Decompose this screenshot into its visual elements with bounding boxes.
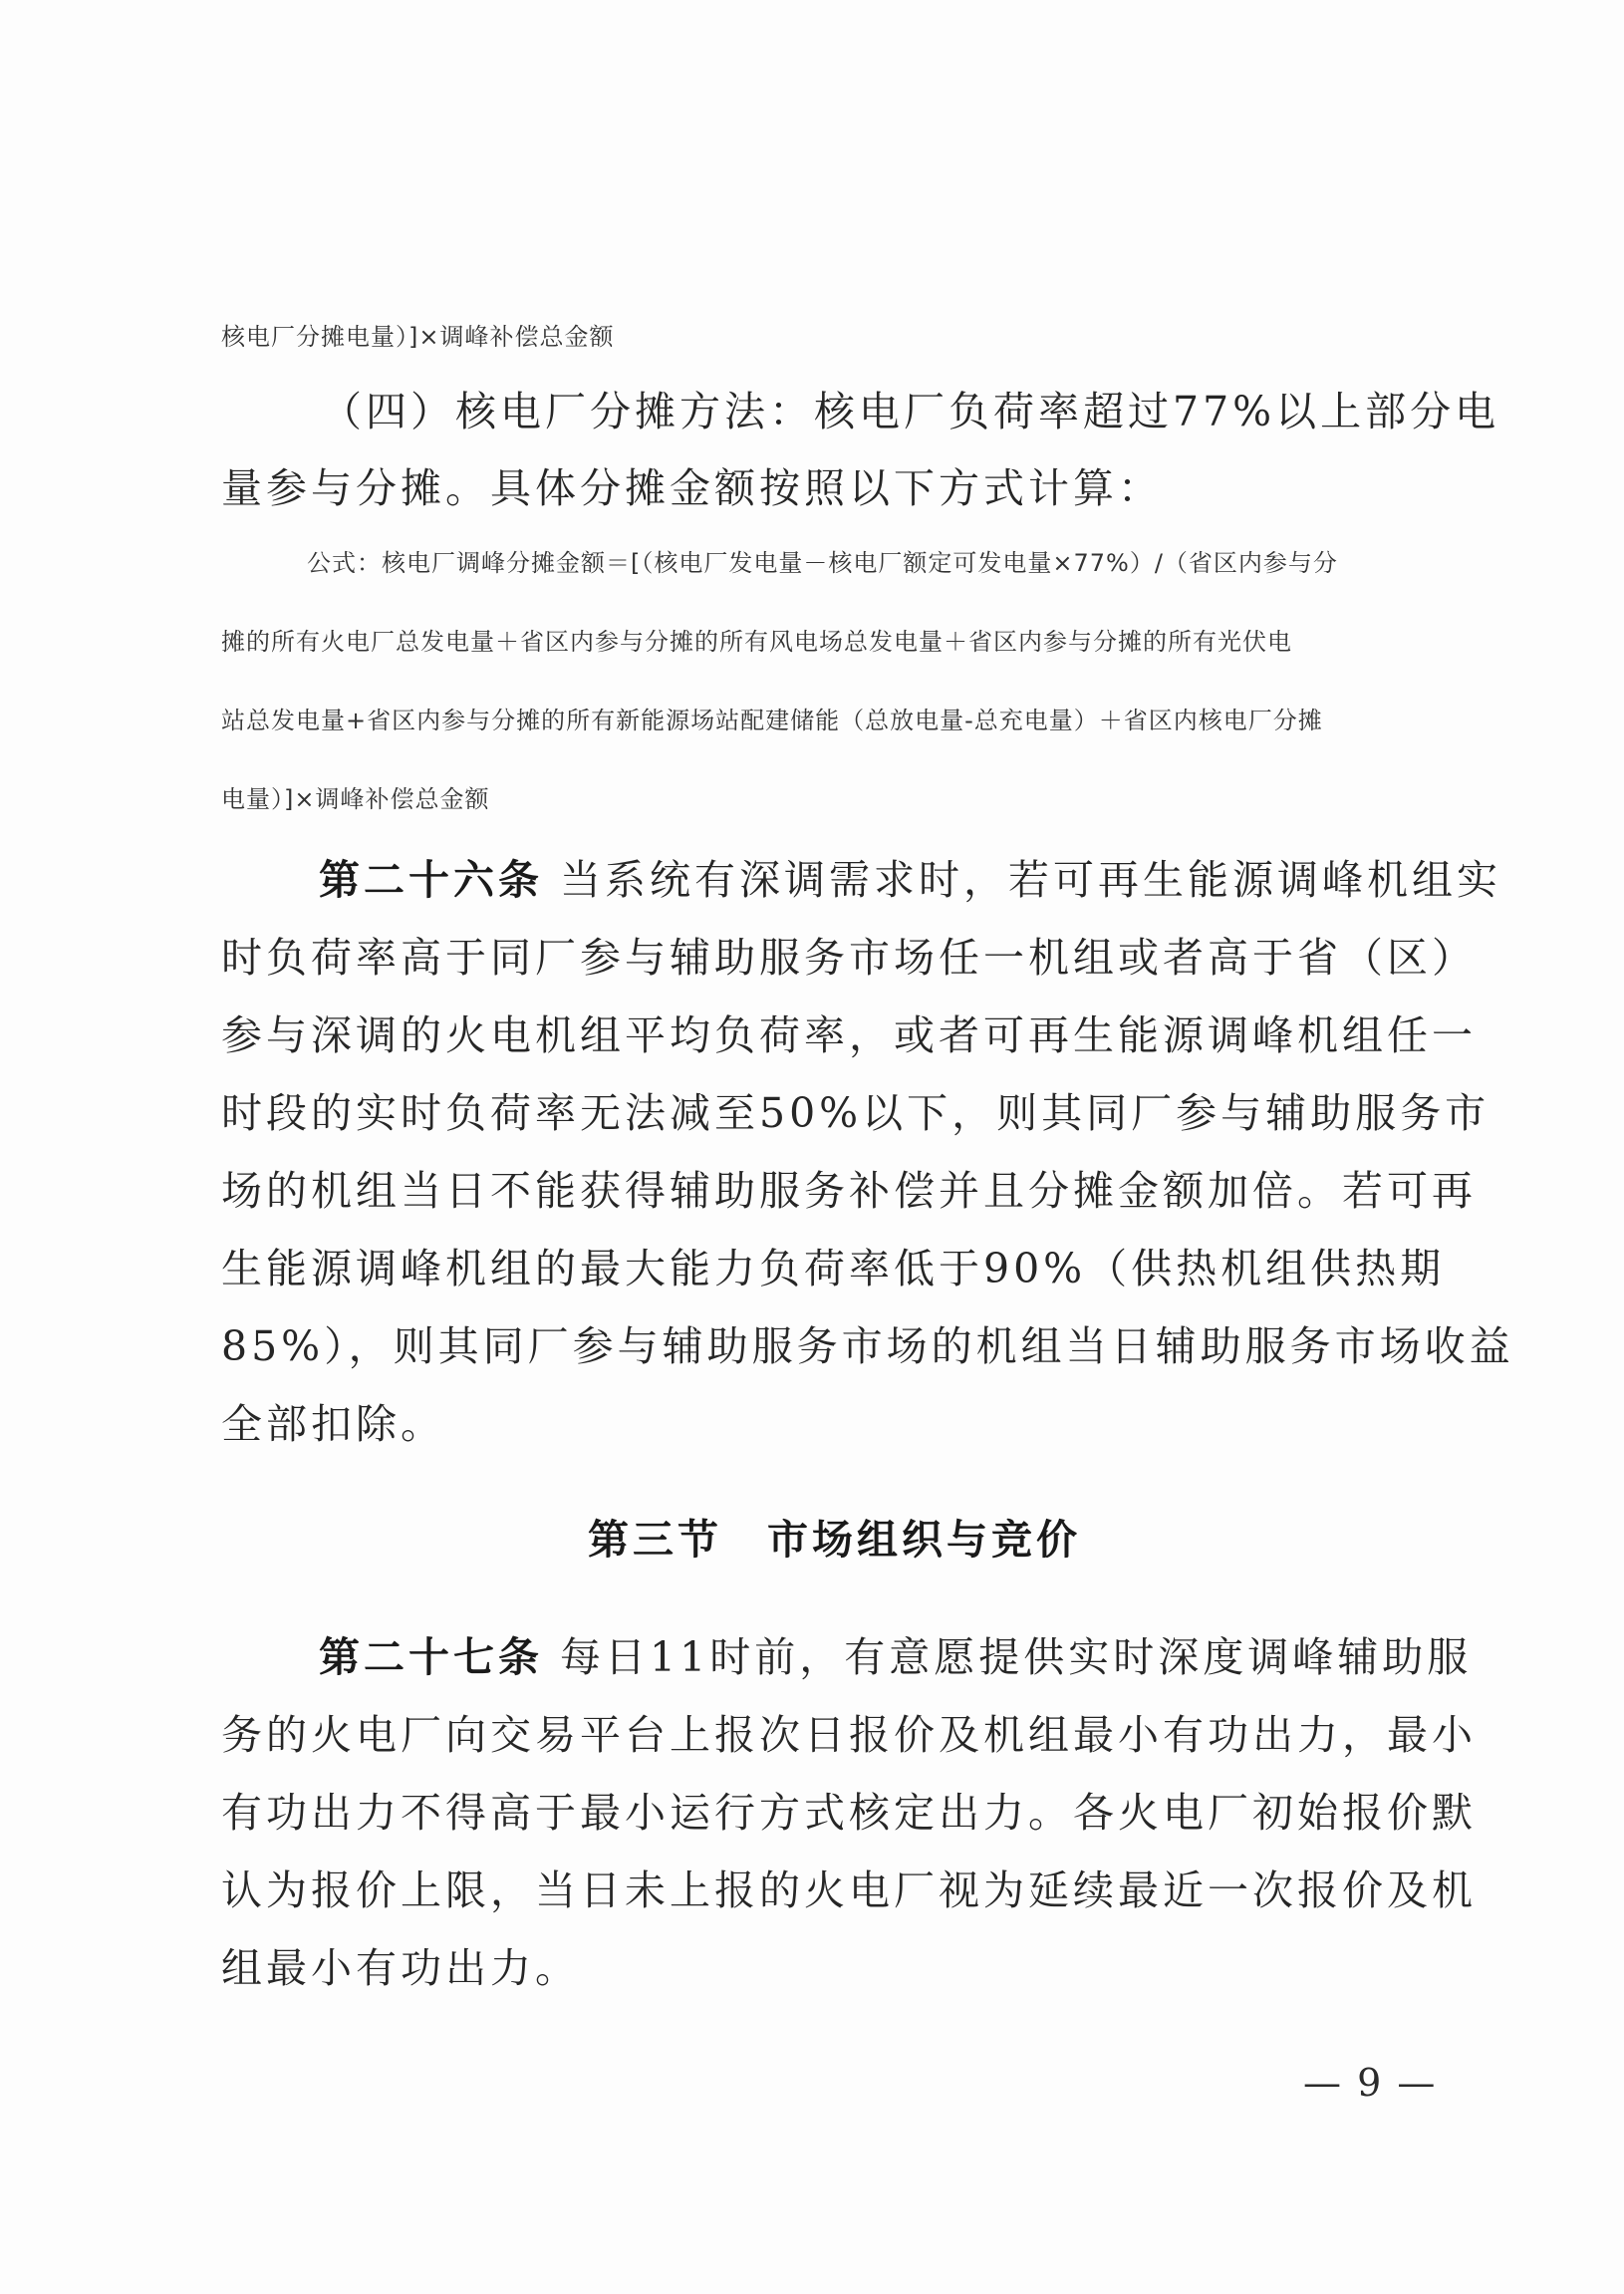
article-26-line-8: 全部扣除。 xyxy=(221,1400,445,1448)
article-26-label: 第二十六条 xyxy=(319,856,543,904)
article-27-text: 每日11时前，有意愿提供实时深度调峰辅助服 xyxy=(560,1633,1473,1681)
formula-line-2: 摊的所有火电厂总发电量＋省区内参与分摊的所有风电场总发电量＋省区内参与分摊的所有光伏电 xyxy=(221,628,1292,656)
article-26-line-2: 时负荷率高于同厂参与辅助服务市场任一机组或者高于省（区） xyxy=(221,934,1477,982)
formula-tail-line: 核电厂分摊电量）]×调峰补偿总金额 xyxy=(221,323,615,351)
page-number: — 9 — xyxy=(1303,2061,1438,2105)
formula-line-3: 站总发电量+省区内参与分摊的所有新能源场站配建储能（总放电量-总充电量）＋省区内核电厂分摊 xyxy=(221,707,1323,734)
article-27-line-5: 组最小有功出力。 xyxy=(221,1944,580,1992)
formula-line-1: 公式：核电厂调峰分摊金额＝[（核电厂发电量－核电厂额定可发电量×77%）/（省区内参与分 xyxy=(307,549,1338,577)
formula-line-4: 电量）]×调峰补偿总金额 xyxy=(221,785,490,813)
article-27-line-1 xyxy=(319,1624,1472,1683)
article-26-line-3: 参与深调的火电机组平均负荷率，或者可再生能源调峰机组任一 xyxy=(221,1011,1477,1059)
article-26-line-1 xyxy=(319,847,1501,906)
section-heading: 第三节 市场组织与竞价 xyxy=(588,1516,1081,1564)
article-26-line-5: 场的机组当日不能获得辅助服务补偿并且分摊金额加倍。若可再 xyxy=(221,1167,1477,1215)
article-26-line-6: 生能源调峰机组的最大能力负荷率低于90%（供热机组供热期 xyxy=(221,1245,1446,1292)
article-27-label: 第二十七条 xyxy=(319,1633,543,1681)
clause-four-line-1: （四）核电厂分摊方法：核电厂负荷率超过77%以上部分电 xyxy=(321,388,1500,435)
article-27-line-4: 认为报价上限，当日未上报的火电厂视为延续最近一次报价及机 xyxy=(221,1866,1477,1914)
article-26-line-7: 85%），则其同厂参与辅助服务市场的机组当日辅助服务市场收益 xyxy=(221,1322,1514,1370)
article-26-line-4: 时段的实时负荷率无法减至50%以下，则其同厂参与辅助服务市 xyxy=(221,1089,1490,1137)
clause-four-line-2: 量参与分摊。具体分摊金额按照以下方式计算： xyxy=(221,464,1163,512)
article-27-line-3: 有功出力不得高于最小运行方式核定出力。各火电厂初始报价默 xyxy=(221,1789,1477,1837)
article-27-line-2: 务的火电厂向交易平台上报次日报价及机组最小有功出力，最小 xyxy=(221,1711,1477,1759)
article-26-text: 当系统有深调需求时，若可再生能源调峰机组实 xyxy=(560,856,1502,904)
